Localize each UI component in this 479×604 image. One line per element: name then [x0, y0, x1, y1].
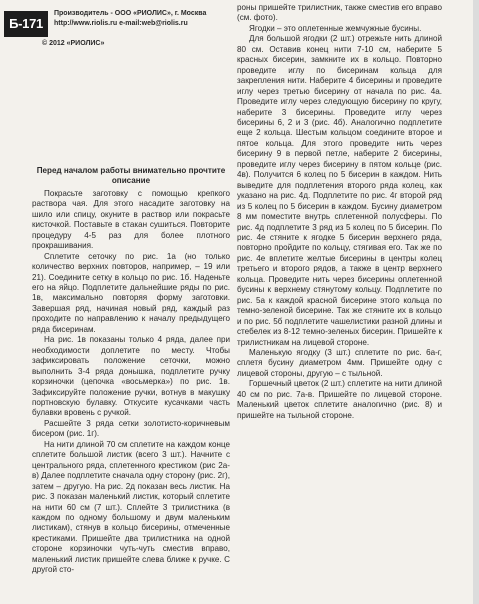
scan-edge [473, 0, 479, 604]
paragraph: На рис. 1в показаны только 4 ряда, далее при необходимости доплетите по месту. Чтобы зафиксировать положение сеточки, можно выполнить 3-4 ряда донышка, подплетите ручку корзиночки (цепочка «восьмерка») по рис. 1в. Зафиксируйте положение ручки, вотнув в макушку портновскую булавку. Откусите кусачками часть булавки вровень с ручкой. [32, 335, 230, 418]
manufacturer-line: Производитель - ООО «РИОЛИС», г. Москва [54, 10, 207, 17]
paragraph: Покрасьте заготовку с помощью крепкого раствора чая. Для этого насадите заготовку на шило или спицу, окуните в раствор или покрасьте кисточкой. Поставьте в стакан сушиться. Повторите процедуру 4-5 раз для более плотного прокрашивания. [32, 188, 230, 251]
section-heading: Перед началом работы внимательно прочтите описание [36, 166, 226, 186]
header-block [4, 3, 229, 51]
paragraph: роны пришейте трилистник, также сместив его вправо (см. фото). [237, 3, 442, 23]
right-text-column [237, 3, 442, 421]
left-text-column [32, 166, 230, 576]
paragraph: Горшечный цветок (2 шт.) сплетите на нити длиной 40 см по рис. 7а-в. Пришейте по лицевой стороне. Маленький цветок сплетите аналогично (рис. 8) и пришейте на тыльной стороне. [237, 379, 442, 420]
product-code-badge: Б-171 [4, 11, 48, 37]
copyright-line: © 2012 «РИОЛИС» [42, 40, 105, 47]
paragraph: Расшейте 3 ряда сетки золотисто-коричневым бисером (рис. 1г). [32, 418, 230, 439]
paragraph: На нити длиной 70 см сплетите на каждом конце сплетите большой листик (всего 3 шт.). Начните с центрального ряда, сплетенного крестиком (рис 2а-в) Далее подплетите сначала одну сторону (рис. 2г), затем – другую. На рис. 2д показан весь листик. На рис. 3 показан маленький листик, который сплетите на нити 60 см (7 шт.). Сплейте 3 трилистника (в каждом по одному большому и двум маленьким листикам), стянув в кольцо бисерины, отмеченные крестиками. Пришейте два трилистника на одной стороне корзиночки чуть-чуть сместив вправо, маленький листик пришейте слева ближе к ручке. С другой сто- [32, 439, 230, 575]
contacts-line: http://www.riolis.ru e-mail:web@riolis.ru [54, 20, 188, 27]
paragraph: Ягодки – это оплетенные жемчужные бусины. [249, 23, 422, 33]
paragraph: Для большой ягодки (2 шт.) отрежьте нить длиной 80 см. Оставив конец нити 7-10 см, наберите 5 красных бисерин, замкните их в кольцо. Повторно проведите иглу по бисеринам кольца для закрепления нити. Наберите 4 бисерины и проведите иглу через третью бисерину от начала по рис. 4а. Проведите иглу через следующую бисерину по кругу, наберите 3 бисерины. Проведите иглу через бисерины 6, 2 и 3 (рис. 4б). Аналогично подплетите еще 2 кольца. Шестым кольцом соедините второе и пятое кольца. Для этого проведите нить через бисерину 9 в первой петле, наберите 2 бисерины, проведите иглу через бисерину в пятом кольце (рис. 4в). Получится 6 колец по 5 бисерин в каждом. Нить выведите для подплетения второго ряда колец, как указано на рис. 4д. Подплетите по рис. 4г второй ряд из 5 колец по 5 бисерин в каждом. Бусину диаметром 8 мм поместите внутрь сплетенной полусферы. По рис. 4д подплетите 3 ряд из 5 колец по 5 бисерин. По рис. 4е стяните к ягодке 5 бисерин верхнего ряда, повторно пройдите по кольцу, стягивая его. Так же по рис. 4е вплетите желтые бисерины в центры колец третьего и второго рядов, а также в центр верхнего кольца. Проведите нить через бисерины оплетенной бусины к верхнему стянутому кольцу. Подплетите по рис. 5а к каждой красной бисерине этого кольца по темно-зеленой бисерине. Так же стяните их в кольцо и по рис. 5б подплетите чашелистики разной длины и стебелек из 8-12 темно-зеленых бисерин. Пришейте к трилистникам на лицевой стороне. [237, 34, 442, 347]
paragraph: Сплетите сеточку по рис. 1а (но только количество верхних повторов, например, – 19 или 21). Соедините сетку в кольцо по рис. 1б. Наденьте его на яйцо. Подплетите дальнейшие ряды по рис. 1в, максимально повторяя форму заготовки. Завершая ряд, начиная новый ряд, каждый раз проходите по направлению к началу предыдущего ряда бисеринам. [32, 251, 230, 334]
paragraph: Маленькую ягодку (3 шт.) сплетите по рис. 6а-г, сплетя бусину диаметром 4мм. Пришейте одну с лицевой стороны, другую – с тыльной. [237, 347, 442, 378]
